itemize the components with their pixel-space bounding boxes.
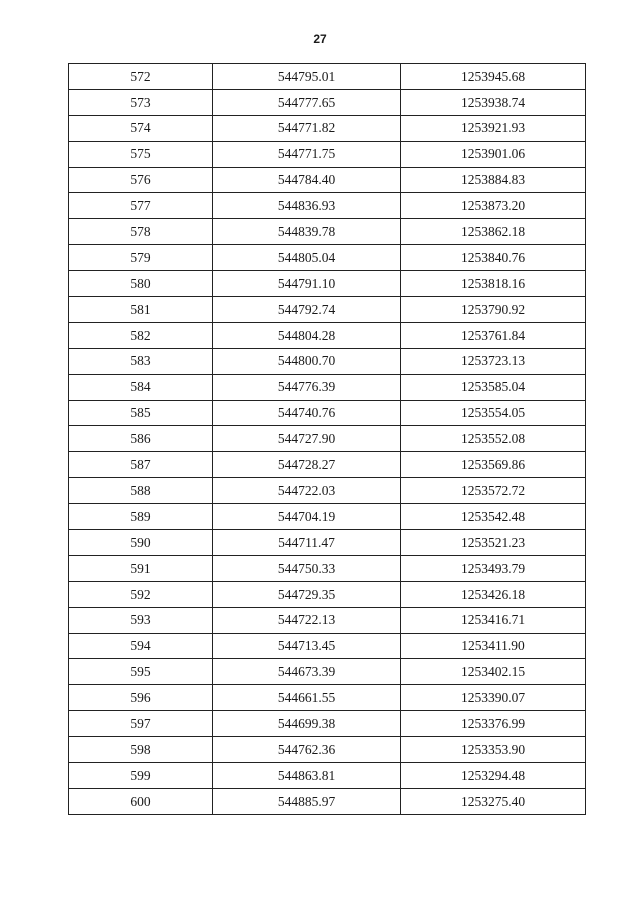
y-coordinate-cell: 1253390.07 (401, 685, 586, 711)
x-coordinate-cell: 544661.55 (213, 685, 401, 711)
table-row (69, 322, 586, 348)
table-row (69, 115, 586, 141)
x-coordinate-cell: 544839.78 (213, 219, 401, 245)
y-coordinate-cell: 1253761.84 (401, 322, 586, 348)
x-coordinate-cell: 544713.45 (213, 633, 401, 659)
x-coordinate-cell: 544771.75 (213, 141, 401, 167)
y-coordinate-cell: 1253938.74 (401, 89, 586, 115)
y-coordinate-cell: 1253569.86 (401, 452, 586, 478)
table-row (69, 633, 586, 659)
table-row (69, 64, 586, 90)
point-number-cell: 597 (69, 711, 213, 737)
y-coordinate-cell: 1253542.48 (401, 504, 586, 530)
point-number-cell: 578 (69, 219, 213, 245)
table-row (69, 555, 586, 581)
table-row (69, 348, 586, 374)
table-row (69, 659, 586, 685)
table-row (69, 788, 586, 814)
point-number-cell: 584 (69, 374, 213, 400)
table-row (69, 141, 586, 167)
x-coordinate-cell: 544699.38 (213, 711, 401, 737)
x-coordinate-cell: 544727.90 (213, 426, 401, 452)
x-coordinate-cell: 544836.93 (213, 193, 401, 219)
point-number-cell: 594 (69, 633, 213, 659)
table-row (69, 685, 586, 711)
x-coordinate-cell: 544722.03 (213, 478, 401, 504)
y-coordinate-cell: 1253585.04 (401, 374, 586, 400)
x-coordinate-cell: 544777.65 (213, 89, 401, 115)
y-coordinate-cell: 1253416.71 (401, 607, 586, 633)
page-number: 27 (313, 32, 327, 46)
y-coordinate-cell: 1253426.18 (401, 581, 586, 607)
x-coordinate-cell: 544762.36 (213, 737, 401, 763)
y-coordinate-cell: 1253552.08 (401, 426, 586, 452)
point-number-cell: 574 (69, 115, 213, 141)
x-coordinate-cell: 544704.19 (213, 504, 401, 530)
point-number-cell: 587 (69, 452, 213, 478)
x-coordinate-cell: 544776.39 (213, 374, 401, 400)
table-row (69, 89, 586, 115)
y-coordinate-cell: 1253818.16 (401, 271, 586, 297)
point-number-cell: 599 (69, 763, 213, 789)
table-row (69, 504, 586, 530)
point-number-cell: 595 (69, 659, 213, 685)
table-row (69, 271, 586, 297)
y-coordinate-cell: 1253921.93 (401, 115, 586, 141)
x-coordinate-cell: 544804.28 (213, 322, 401, 348)
x-coordinate-cell: 544791.10 (213, 271, 401, 297)
x-coordinate-cell: 544795.01 (213, 64, 401, 90)
y-coordinate-cell: 1253862.18 (401, 219, 586, 245)
table-row (69, 245, 586, 271)
point-number-cell: 600 (69, 788, 213, 814)
table-row (69, 167, 586, 193)
point-number-cell: 585 (69, 400, 213, 426)
point-number-cell: 572 (69, 64, 213, 90)
y-coordinate-cell: 1253554.05 (401, 400, 586, 426)
table-row (69, 530, 586, 556)
point-number-cell: 593 (69, 607, 213, 633)
y-coordinate-cell: 1253294.48 (401, 763, 586, 789)
x-coordinate-cell: 544750.33 (213, 555, 401, 581)
coordinates-table (68, 63, 586, 815)
x-coordinate-cell: 544784.40 (213, 167, 401, 193)
point-number-cell: 590 (69, 530, 213, 556)
y-coordinate-cell: 1253521.23 (401, 530, 586, 556)
point-number-cell: 583 (69, 348, 213, 374)
x-coordinate-cell: 544800.70 (213, 348, 401, 374)
point-number-cell: 592 (69, 581, 213, 607)
point-number-cell: 577 (69, 193, 213, 219)
table-row (69, 737, 586, 763)
x-coordinate-cell: 544711.47 (213, 530, 401, 556)
y-coordinate-cell: 1253901.06 (401, 141, 586, 167)
point-number-cell: 580 (69, 271, 213, 297)
point-number-cell: 596 (69, 685, 213, 711)
table-row (69, 452, 586, 478)
y-coordinate-cell: 1253945.68 (401, 64, 586, 90)
point-number-cell: 591 (69, 555, 213, 581)
y-coordinate-cell: 1253376.99 (401, 711, 586, 737)
x-coordinate-cell: 544740.76 (213, 400, 401, 426)
table-row (69, 219, 586, 245)
x-coordinate-cell: 544771.82 (213, 115, 401, 141)
y-coordinate-cell: 1253275.40 (401, 788, 586, 814)
x-coordinate-cell: 544863.81 (213, 763, 401, 789)
y-coordinate-cell: 1253873.20 (401, 193, 586, 219)
table-row (69, 426, 586, 452)
point-number-cell: 588 (69, 478, 213, 504)
table-row (69, 607, 586, 633)
point-number-cell: 581 (69, 297, 213, 323)
x-coordinate-cell: 544805.04 (213, 245, 401, 271)
table-row (69, 763, 586, 789)
y-coordinate-cell: 1253572.72 (401, 478, 586, 504)
x-coordinate-cell: 544729.35 (213, 581, 401, 607)
x-coordinate-cell: 544722.13 (213, 607, 401, 633)
y-coordinate-cell: 1253790.92 (401, 297, 586, 323)
point-number-cell: 579 (69, 245, 213, 271)
y-coordinate-cell: 1253493.79 (401, 555, 586, 581)
table-row (69, 581, 586, 607)
table-row (69, 400, 586, 426)
x-coordinate-cell: 544728.27 (213, 452, 401, 478)
y-coordinate-cell: 1253840.76 (401, 245, 586, 271)
table-row (69, 711, 586, 737)
point-number-cell: 589 (69, 504, 213, 530)
x-coordinate-cell: 544792.74 (213, 297, 401, 323)
point-number-cell: 582 (69, 322, 213, 348)
table-row (69, 193, 586, 219)
table-row (69, 478, 586, 504)
point-number-cell: 576 (69, 167, 213, 193)
point-number-cell: 573 (69, 89, 213, 115)
point-number-cell: 575 (69, 141, 213, 167)
table-row (69, 297, 586, 323)
point-number-cell: 598 (69, 737, 213, 763)
point-number-cell: 586 (69, 426, 213, 452)
y-coordinate-cell: 1253411.90 (401, 633, 586, 659)
x-coordinate-cell: 544885.97 (213, 788, 401, 814)
y-coordinate-cell: 1253402.15 (401, 659, 586, 685)
coordinates-table-body (69, 64, 586, 815)
y-coordinate-cell: 1253884.83 (401, 167, 586, 193)
y-coordinate-cell: 1253723.13 (401, 348, 586, 374)
x-coordinate-cell: 544673.39 (213, 659, 401, 685)
y-coordinate-cell: 1253353.90 (401, 737, 586, 763)
table-row (69, 374, 586, 400)
